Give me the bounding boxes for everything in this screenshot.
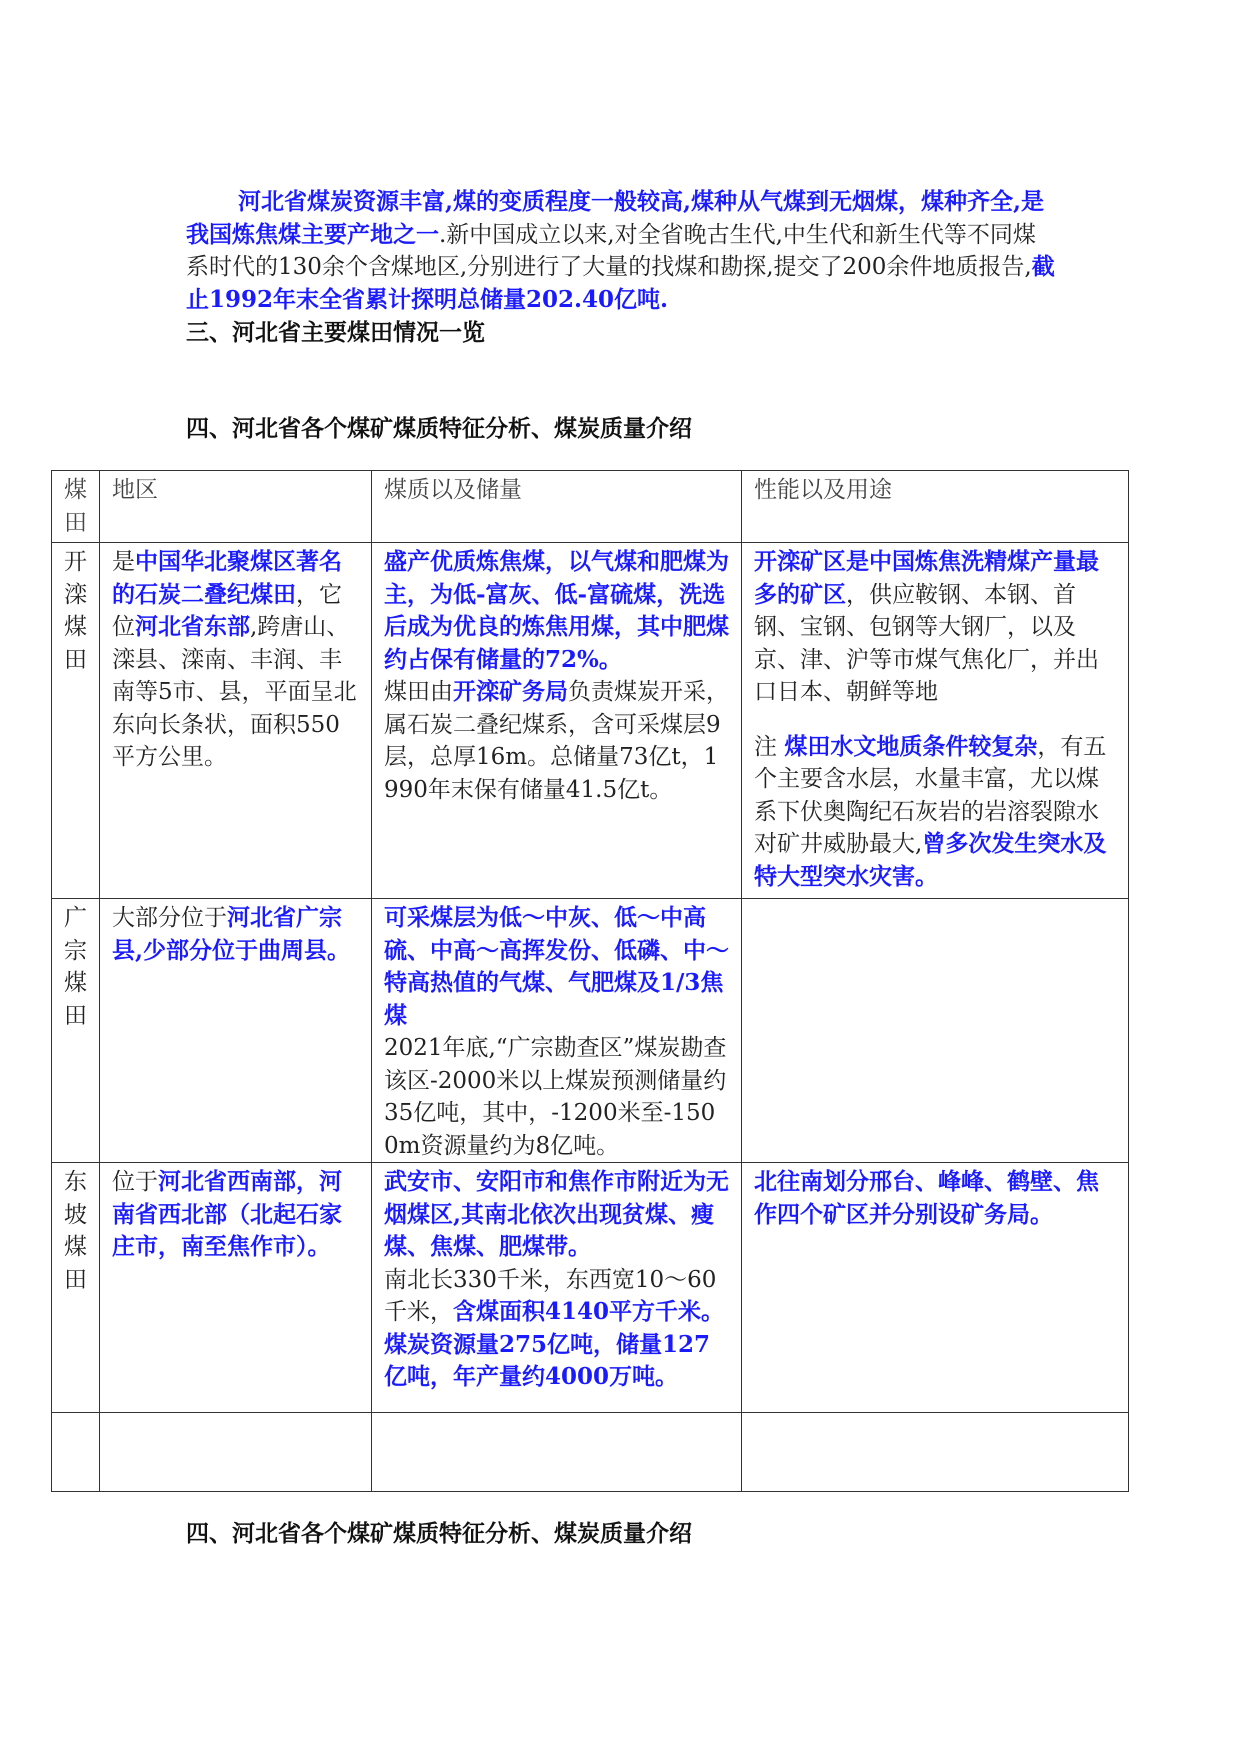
text-highlight: 开滦矿务局 [453,678,568,705]
text-run: 南北长330千米，东西宽10～60千米， [384,1266,717,1325]
intro-highlight-1: 河北省煤炭资源丰富,煤的变质程度一般较高,煤种从气煤到无烟煤，煤种齐全,是我国炼焦煤主要产地之一 [186,188,1045,248]
cell-quality [372,543,742,899]
text-run: ，有五个主要含水层，水量丰富，尤以煤系下伏奥陶纪石灰岩的岩溶裂隙水对矿井威胁最大, [754,733,1107,857]
intro-text: .新中国成立以来,对全省晚古生代,中生代和新生代等不同煤系时代的130余个含煤地区,分别进行了大量的找煤和勘探,提交了200余件地质报告, [186,221,1036,280]
text-highlight: 武安市、安阳市和焦作市附近为无烟煤区,其南北依次出现贫煤、瘦煤、焦煤、肥煤带。 [384,1168,729,1260]
cell-name: 东坡煤田 [52,1163,100,1413]
table-header-row [52,471,1129,543]
text-highlight: 河北省东部 [135,613,250,640]
cell-empty [52,1413,100,1492]
cell-empty [100,1413,372,1492]
text-highlight: 河北省广宗县,少部分位于曲周县。 [112,904,351,964]
text-run: 煤田由 [384,679,453,705]
text-run: ，供应鞍钢、本钢、首钢、宝钢、包钢等大钢厂，以及京、津、沪等市煤气焦化厂，并出口日本、朝鲜等地 [754,581,1099,705]
section-heading-4: 四、河北省各个煤矿煤质特征分析、煤炭质量介绍 [186,415,692,442]
text-highlight: 可采煤层为低～中灰、低～中高硫、中高～高挥发份、低磷、中～特高热值的气煤、气肥煤及1/3焦煤 [384,904,729,1029]
text-run: 注 [754,733,777,760]
cell-use [742,1163,1129,1413]
text-highlight: 盛产优质炼焦煤，以气煤和肥煤为主，为低-富灰、低-富硫煤，洗选后成为优良的炼焦用煤，其中肥煤约占保有储量的72%。 [384,548,729,673]
header-coal-field: 煤田 [52,471,100,543]
cell-quality [372,899,742,1163]
table-row-guangzong [52,899,1129,1163]
text-highlight: 中国华北聚煤区著名的石炭二叠纪煤田 [112,548,342,608]
section-heading-4-repeat: 四、河北省各个煤矿煤质特征分析、煤炭质量介绍 [186,1520,692,1547]
text-highlight: 含煤面积4140平方千米。煤炭资源量275亿吨，储量127亿吨，年产量约4000万吨。 [384,1298,725,1390]
table-row-dongpo [52,1163,1129,1413]
cell-region [100,1163,372,1413]
text-run: 是 [112,549,135,575]
cell-use [742,899,1129,1163]
text-highlight: 煤田水文地质条件较复杂 [784,732,1038,760]
text-highlight: 曾多次发生突水及特大型突水灾害。 [754,830,1107,890]
table-row-kailuan [52,543,1129,899]
text-run: 大部分位于 [112,905,227,931]
cell-empty [742,1413,1129,1492]
cell-name: 开滦煤田 [52,543,100,899]
text-run: 位于 [112,1169,158,1195]
text-run: 负责煤炭开采，属石炭二叠纪煤系，含可采煤层9层，总厚16m。总储量73亿t，1990年末保有储量41.5亿t。 [384,679,729,803]
cell-region [100,899,372,1163]
text-run: ，它位 [112,581,342,640]
cell-name: 广宗煤田 [52,899,100,1163]
cell-use [742,543,1129,899]
intro-highlight-2: 截止1992年末全省累计探明总储量202.40亿吨. [186,253,1055,313]
cell-region [100,543,372,899]
header-use: 性能以及用途 [742,471,1129,543]
coal-field-table [51,470,1129,1492]
cell-empty [372,1413,742,1492]
text-highlight: 河北省西南部，河南省西北部（北起石家庄市，南至焦作市）。 [112,1168,342,1260]
table-row-empty [52,1413,1129,1492]
text-highlight: 北往南划分邢台、峰峰、鹤壁、焦作四个矿区并分别设矿务局。 [754,1168,1099,1228]
cell-quality [372,1163,742,1413]
intro-paragraph [186,186,1056,316]
header-region: 地区 [100,471,372,543]
text-run: 2021年底,“广宗勘查区”煤炭勘查该区-2000米以上煤炭预测储量约35亿吨，其中，-1200米至-1500m资源量约为8亿吨。 [384,1035,727,1159]
text-run: ,跨唐山、滦县、滦南、丰润、丰南等5市、县，平面呈北东向长条状，面积550平方公里。 [112,614,357,770]
text-highlight: 开滦矿区是中国炼焦洗精煤产量最多的矿区 [754,548,1099,608]
section-heading-3: 三、河北省主要煤田情况一览 [186,319,485,346]
header-quality: 煤质以及储量 [372,471,742,543]
